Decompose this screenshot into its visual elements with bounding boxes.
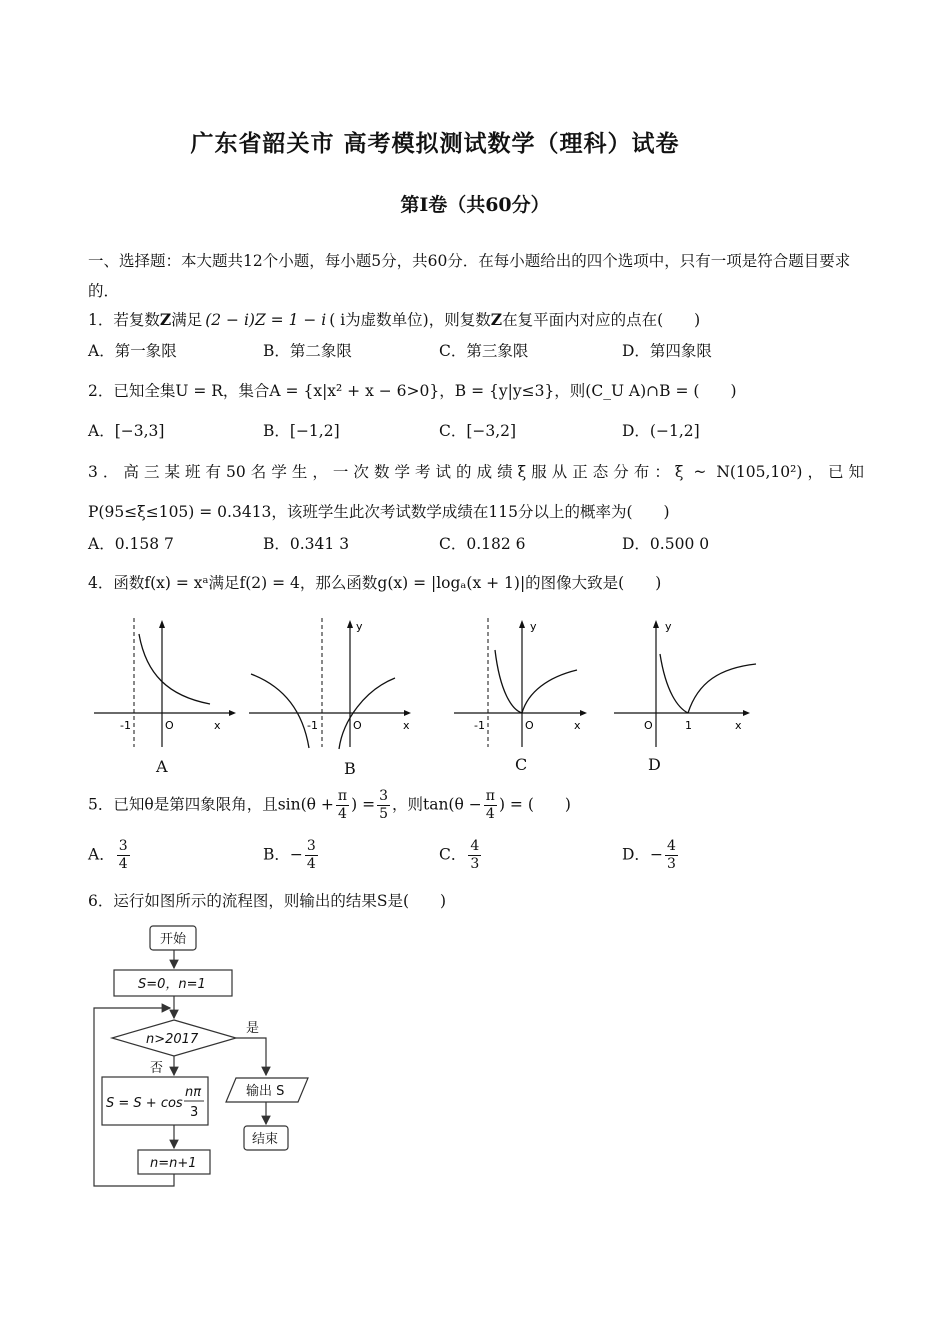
question-6: 6．运行如图所示的流程图，则输出的结果S是( ) — [88, 892, 447, 910]
graph-a-label: A — [156, 757, 168, 776]
q2-option-d[interactable]: D．(−1,2] — [622, 422, 700, 440]
question-5: 5．已知θ是第四象限角，且sin(θ + $\frac{\pi}{4}$ ) = $\frac{3}{5}$ ，则tan(θ − $\frac{\pi}{4}$ ) = ( ) — [88, 788, 571, 822]
graph-d-label: D — [648, 755, 661, 774]
x-arrow-icon — [229, 710, 236, 716]
curve — [139, 634, 210, 704]
question-4: 4．函数f(x) = xᵃ满足f(2) = 4，那么函数g(x) = |logₐ(x + 1)|的图像大致是( ) — [88, 574, 662, 592]
origin-label: O — [644, 719, 653, 732]
fraction: $\frac{\pi}{4}$ — [337, 788, 348, 822]
q5-option-c[interactable]: C． $\frac{4}{3}$ — [439, 838, 480, 872]
question-3-line-1: 3．高三某班有50名学生，一次数学考试的成绩ξ服从正态分布：ξ ~ N(105,10²)，已知 — [88, 463, 864, 481]
q1-option-c[interactable]: C．第三象限 — [439, 342, 529, 360]
section-title: 第Ⅰ卷（共60分） — [400, 194, 550, 216]
flowchart — [88, 920, 328, 1195]
page-title: 广东省韶关市 高考模拟测试数学（理科）试卷 — [190, 130, 680, 157]
x-arrow-icon — [404, 710, 411, 716]
question-2: 2．已知全集U = R，集合A = {x|x² + x − 6>0}，B = {y|y≤3}，则(C_U A)∩B = ( ) — [88, 382, 737, 400]
graph-d[interactable] — [610, 612, 760, 752]
graph-b-label: B — [344, 759, 356, 778]
x-label: x — [574, 719, 581, 732]
flow-end-text: 结束 — [252, 1132, 279, 1147]
graph-c-label: C — [515, 755, 528, 774]
x-label: x — [214, 719, 221, 732]
y-label: y — [665, 620, 672, 633]
q3-option-a[interactable]: A．0.158 7 — [88, 535, 174, 553]
tick-neg-one: -1 — [474, 719, 485, 732]
q5-option-b[interactable]: B．− $\frac{3}{4}$ — [263, 838, 316, 872]
curve-left — [251, 674, 309, 748]
curve-right — [522, 670, 577, 713]
x-arrow-icon — [743, 710, 750, 716]
q5-option-d[interactable]: D．− $\frac{4}{3}$ — [622, 838, 676, 872]
y-arrow-icon — [159, 620, 165, 628]
tick-neg-one: -1 — [307, 719, 318, 732]
flow-incr-text: n=n+1 — [150, 1156, 197, 1171]
curve-right — [688, 664, 756, 713]
flow-condition-text: n>2017 — [146, 1032, 199, 1047]
q2-option-c[interactable]: C．[−3,2] — [439, 422, 517, 440]
flow-output-text: 输出 S — [246, 1084, 285, 1099]
x-label: x — [403, 719, 410, 732]
flow-yes-label: 是 — [246, 1021, 260, 1036]
graph-a[interactable] — [90, 612, 240, 752]
flow-update-num: nπ — [185, 1085, 202, 1100]
q3-option-d[interactable]: D．0.500 0 — [622, 535, 710, 553]
q5-option-a[interactable]: A． $\frac{3}{4}$ — [88, 838, 128, 872]
graph-b[interactable] — [245, 612, 415, 752]
origin-label: O — [525, 719, 534, 732]
q3-option-b[interactable]: B．0.341 3 — [263, 535, 350, 553]
question-3-line-2: P(95≤ξ≤105) = 0.3413，该班学生此次考试数学成绩在115分以上的概率为( ) — [88, 503, 670, 521]
y-arrow-icon — [519, 620, 525, 628]
flow-init-text: S=0，n=1 — [138, 977, 206, 992]
curve-left — [495, 650, 522, 713]
flow-no-label: 否 — [150, 1061, 164, 1076]
flow-update-text: S = S + cos — [106, 1096, 183, 1111]
origin-label: O — [165, 719, 174, 732]
curve-left — [660, 654, 688, 713]
fraction: $\frac{3}{5}$ — [379, 788, 388, 822]
instructions: 一、选择题：本大题共12个小题，每小题5分，共60分．在每小题给出的四个选项中，只有一项是符合题目要求的． — [88, 252, 851, 300]
flow-start-text: 开始 — [160, 932, 187, 947]
y-arrow-icon — [347, 620, 353, 628]
q1-option-a[interactable]: A．第一象限 — [88, 342, 177, 360]
q1-option-b[interactable]: B．第二象限 — [263, 342, 352, 360]
q2-option-a[interactable]: A．[−3,3] — [88, 422, 165, 440]
y-label: y — [356, 620, 363, 633]
q2-option-b[interactable]: B．[−1,2] — [263, 422, 340, 440]
y-arrow-icon — [653, 620, 659, 628]
flow-update-den: 3 — [190, 1105, 199, 1120]
tick-neg-one: -1 — [120, 719, 131, 732]
q3-option-c[interactable]: C．0.182 6 — [439, 535, 526, 553]
graph-c[interactable] — [450, 612, 595, 752]
x-arrow-icon — [580, 710, 587, 716]
question-1: 1．若复数Z满足 (2 − i)Z = 1 − i ( i为虚数单位)，则复数Z在复平面内对应的点在( ) — [88, 310, 701, 329]
x-label: x — [735, 719, 742, 732]
origin-label: O — [353, 719, 362, 732]
y-label: y — [530, 620, 537, 633]
q1-option-d[interactable]: D．第四象限 — [622, 342, 712, 360]
fraction: $\frac{\pi}{4}$ — [485, 788, 495, 822]
tick-one: 1 — [685, 719, 692, 732]
